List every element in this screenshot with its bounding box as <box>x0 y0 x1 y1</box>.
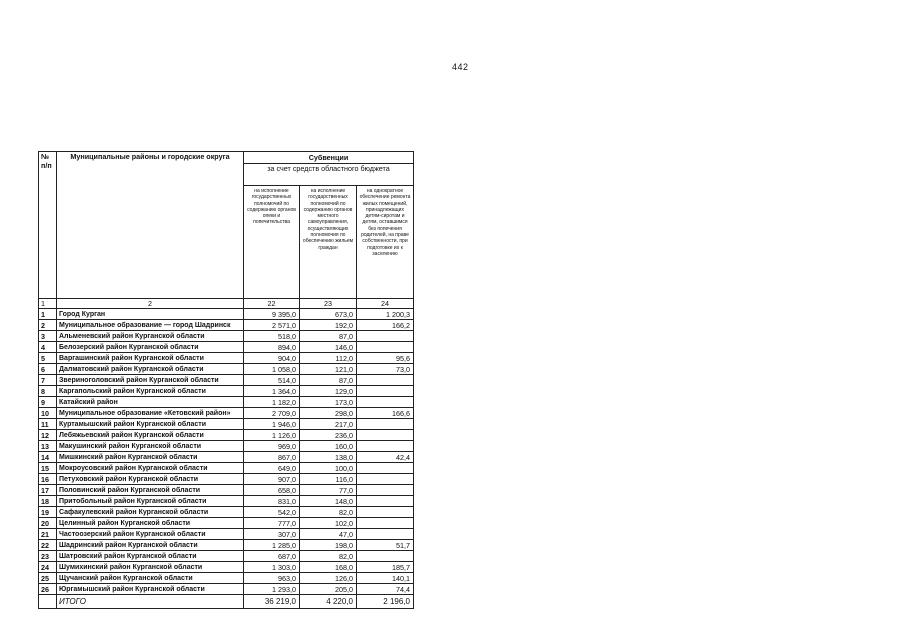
table-row <box>39 364 414 375</box>
row-col-23: 100,0 <box>300 463 357 474</box>
table-row <box>39 342 414 353</box>
table-row <box>39 331 414 342</box>
table-row <box>39 463 414 474</box>
row-num: 18 <box>39 496 57 507</box>
row-name: Город Курган <box>57 309 244 320</box>
row-col-23: 87,0 <box>300 331 357 342</box>
row-col-22: 777,0 <box>244 518 300 529</box>
index-cell: 23 <box>300 299 357 309</box>
row-col-22: 514,0 <box>244 375 300 386</box>
header-subventions: Субвенции <box>244 152 414 164</box>
column-index-row <box>39 299 414 309</box>
index-cell: 24 <box>357 299 414 309</box>
row-name: Целинный район Курганской области <box>57 518 244 529</box>
header-col-24: на однократное обеспечение ремонта жилых помещений, принадлежащих детям-сиротам и детям, оставшимся без попечения родителей, на праве собственности, при подготовке их к заселению <box>357 186 414 299</box>
row-num: 10 <box>39 408 57 419</box>
row-col-24 <box>357 529 414 540</box>
row-col-22: 687,0 <box>244 551 300 562</box>
row-col-22: 1 364,0 <box>244 386 300 397</box>
row-col-24: 51,7 <box>357 540 414 551</box>
table-row <box>39 573 414 584</box>
row-col-23: 160,0 <box>300 441 357 452</box>
row-num: 9 <box>39 397 57 408</box>
row-col-22: 9 395,0 <box>244 309 300 320</box>
table-row <box>39 309 414 320</box>
row-col-22: 518,0 <box>244 331 300 342</box>
table-row <box>39 518 414 529</box>
index-cell: 2 <box>57 299 244 309</box>
row-num: 4 <box>39 342 57 353</box>
table-row <box>39 353 414 364</box>
row-num: 8 <box>39 386 57 397</box>
row-num: 14 <box>39 452 57 463</box>
row-col-22: 649,0 <box>244 463 300 474</box>
row-num: 15 <box>39 463 57 474</box>
row-col-22: 1 303,0 <box>244 562 300 573</box>
row-num: 17 <box>39 485 57 496</box>
subventions-table <box>38 151 414 609</box>
row-col-22: 1 182,0 <box>244 397 300 408</box>
row-num: 21 <box>39 529 57 540</box>
row-num: 20 <box>39 518 57 529</box>
row-col-24 <box>357 441 414 452</box>
row-col-22: 1 946,0 <box>244 419 300 430</box>
index-cell: 1 <box>39 299 57 309</box>
row-col-24: 95,6 <box>357 353 414 364</box>
row-col-22: 1 285,0 <box>244 540 300 551</box>
row-col-23: 102,0 <box>300 518 357 529</box>
row-name: Петуховский район Курганской области <box>57 474 244 485</box>
row-col-22: 542,0 <box>244 507 300 518</box>
table-row <box>39 320 414 331</box>
row-num: 6 <box>39 364 57 375</box>
table-row <box>39 485 414 496</box>
row-name: Лебяжьевский район Курганской области <box>57 430 244 441</box>
table-row <box>39 441 414 452</box>
row-col-24 <box>357 474 414 485</box>
row-num: 25 <box>39 573 57 584</box>
row-num: 13 <box>39 441 57 452</box>
row-col-23: 121,0 <box>300 364 357 375</box>
row-name: Муниципальное образование — город Шадринск <box>57 320 244 331</box>
row-col-24: 140,1 <box>357 573 414 584</box>
header-source: за счет средств областного бюджета <box>244 164 414 186</box>
row-col-22: 1 058,0 <box>244 364 300 375</box>
table-row <box>39 529 414 540</box>
row-num: 11 <box>39 419 57 430</box>
table-row <box>39 551 414 562</box>
row-col-23: 298,0 <box>300 408 357 419</box>
row-col-23: 198,0 <box>300 540 357 551</box>
row-num: 23 <box>39 551 57 562</box>
row-num: 12 <box>39 430 57 441</box>
row-name: Макушинский район Курганской области <box>57 441 244 452</box>
row-col-24: 74,4 <box>357 584 414 595</box>
row-name: Варгашинский район Курганской области <box>57 353 244 364</box>
header-num: № п/п <box>39 152 57 299</box>
row-name: Мишкинский район Курганской области <box>57 452 244 463</box>
row-col-23: 236,0 <box>300 430 357 441</box>
row-num: 24 <box>39 562 57 573</box>
total-row <box>39 595 414 609</box>
row-name: Частоозерский район Курганской области <box>57 529 244 540</box>
row-col-22: 904,0 <box>244 353 300 364</box>
row-num: 16 <box>39 474 57 485</box>
row-col-23: 129,0 <box>300 386 357 397</box>
header-col-22: на исполнение государственных полномочий по содержанию органов опеки и попечительства <box>244 186 300 299</box>
total-col-22: 36 219,0 <box>244 595 300 609</box>
row-col-23: 673,0 <box>300 309 357 320</box>
row-name: Половинский район Курганской области <box>57 485 244 496</box>
row-col-24 <box>357 397 414 408</box>
row-col-23: 82,0 <box>300 551 357 562</box>
row-col-22: 907,0 <box>244 474 300 485</box>
table-row <box>39 408 414 419</box>
row-col-24 <box>357 496 414 507</box>
row-col-24 <box>357 485 414 496</box>
row-col-24: 42,4 <box>357 452 414 463</box>
table-row <box>39 430 414 441</box>
row-col-24 <box>357 463 414 474</box>
row-col-23: 192,0 <box>300 320 357 331</box>
row-col-23: 205,0 <box>300 584 357 595</box>
row-num: 19 <box>39 507 57 518</box>
row-name: Куртамышский район Курганской области <box>57 419 244 430</box>
row-col-22: 658,0 <box>244 485 300 496</box>
total-col-24: 2 196,0 <box>357 595 414 609</box>
row-col-22: 894,0 <box>244 342 300 353</box>
row-col-23: 87,0 <box>300 375 357 386</box>
row-col-23: 82,0 <box>300 507 357 518</box>
table-row <box>39 474 414 485</box>
row-col-24 <box>357 331 414 342</box>
row-num: 2 <box>39 320 57 331</box>
row-num: 1 <box>39 309 57 320</box>
row-col-22: 969,0 <box>244 441 300 452</box>
row-col-24: 1 200,3 <box>357 309 414 320</box>
row-name: Каргапольский район Курганской области <box>57 386 244 397</box>
table-row <box>39 540 414 551</box>
row-col-22: 1 126,0 <box>244 430 300 441</box>
row-col-24: 166,2 <box>357 320 414 331</box>
row-col-24 <box>357 386 414 397</box>
row-col-24 <box>357 518 414 529</box>
row-col-22: 2 709,0 <box>244 408 300 419</box>
header-name: Муниципальные районы и городские округа <box>57 152 244 299</box>
row-col-23: 146,0 <box>300 342 357 353</box>
table-row <box>39 386 414 397</box>
row-col-23: 217,0 <box>300 419 357 430</box>
row-name: Белозерский район Курганской области <box>57 342 244 353</box>
row-col-23: 77,0 <box>300 485 357 496</box>
table-row <box>39 496 414 507</box>
row-col-23: 173,0 <box>300 397 357 408</box>
row-name: Сафакулевский район Курганской области <box>57 507 244 518</box>
row-num: 7 <box>39 375 57 386</box>
total-num <box>39 595 57 609</box>
row-name: Альменевский район Курганской области <box>57 331 244 342</box>
index-cell: 22 <box>244 299 300 309</box>
row-name: Юргамышский район Курганской области <box>57 584 244 595</box>
row-name: Далматовский район Курганской области <box>57 364 244 375</box>
row-col-23: 148,0 <box>300 496 357 507</box>
row-col-22: 1 293,0 <box>244 584 300 595</box>
row-col-23: 168,0 <box>300 562 357 573</box>
row-name: Мокроусовский район Курганской области <box>57 463 244 474</box>
row-col-22: 307,0 <box>244 529 300 540</box>
row-num: 26 <box>39 584 57 595</box>
row-col-23: 112,0 <box>300 353 357 364</box>
table-row <box>39 562 414 573</box>
row-col-24 <box>357 507 414 518</box>
table-row <box>39 419 414 430</box>
row-col-24 <box>357 419 414 430</box>
row-name: Шатровский район Курганской области <box>57 551 244 562</box>
page-number: 442 <box>452 62 469 72</box>
row-name: Катайский район <box>57 397 244 408</box>
row-col-22: 831,0 <box>244 496 300 507</box>
header-col-23: на исполнение государственных полномочий по содержанию органов местного самоуправления, осуществляющих полномочия по обеспечению жильем граждан <box>300 186 357 299</box>
row-col-24 <box>357 342 414 353</box>
row-name: Притобольный район Курганской области <box>57 496 244 507</box>
row-col-23: 47,0 <box>300 529 357 540</box>
row-num: 22 <box>39 540 57 551</box>
row-col-22: 867,0 <box>244 452 300 463</box>
table-row <box>39 452 414 463</box>
row-col-24: 73,0 <box>357 364 414 375</box>
table-row <box>39 507 414 518</box>
row-col-23: 138,0 <box>300 452 357 463</box>
row-col-24: 166,6 <box>357 408 414 419</box>
row-col-24 <box>357 430 414 441</box>
row-name: Муниципальное образование «Кетовский район» <box>57 408 244 419</box>
table-row <box>39 397 414 408</box>
row-col-23: 126,0 <box>300 573 357 584</box>
row-col-23: 116,0 <box>300 474 357 485</box>
row-col-22: 963,0 <box>244 573 300 584</box>
table-row <box>39 584 414 595</box>
total-label: ИТОГО <box>57 595 244 609</box>
row-num: 3 <box>39 331 57 342</box>
row-col-24 <box>357 375 414 386</box>
row-num: 5 <box>39 353 57 364</box>
row-name: Шумихинский район Курганской области <box>57 562 244 573</box>
row-col-24 <box>357 551 414 562</box>
row-name: Шадринский район Курганской области <box>57 540 244 551</box>
row-name: Щучанский район Курганской области <box>57 573 244 584</box>
total-col-23: 4 220,0 <box>300 595 357 609</box>
row-col-24: 185,7 <box>357 562 414 573</box>
row-name: Звериноголовский район Курганской области <box>57 375 244 386</box>
row-col-22: 2 571,0 <box>244 320 300 331</box>
table-row <box>39 375 414 386</box>
